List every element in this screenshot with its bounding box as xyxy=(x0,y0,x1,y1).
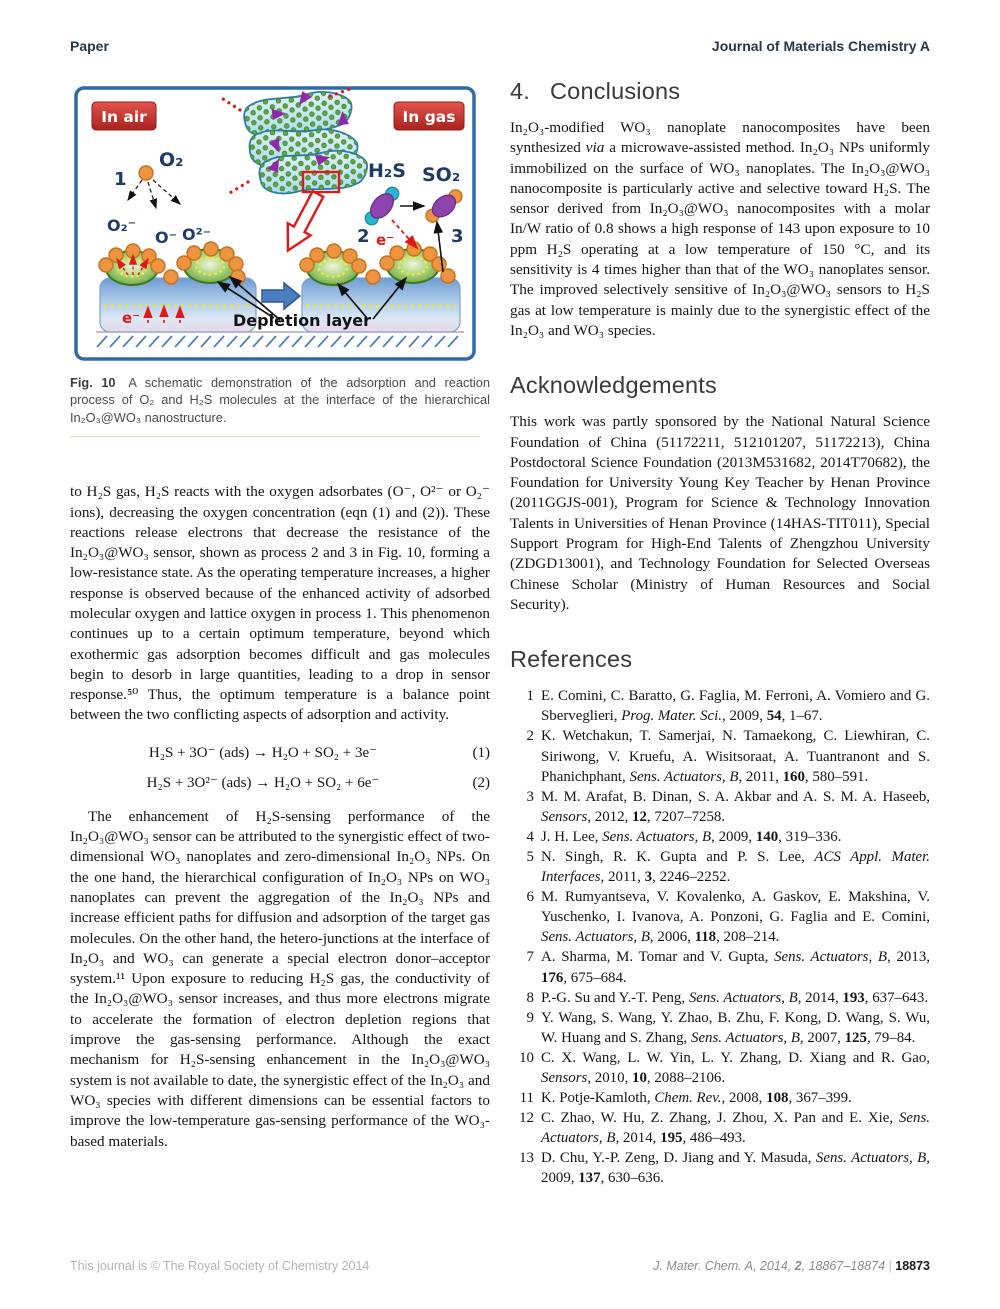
o-minus-label: O⁻ xyxy=(155,228,178,247)
conclusions-paragraph: In₂O₃-modified WO₃ nanoplate nanocomposites have been synthesized via a microwave-assisted method. In₂O₃ NPs uniformly immobilized on the surface of WO₃ nanoplates. The In₂O₃@WO₃ nanocomposite is particularly active and selective toward H₂S. The sensor derived from In₂O₃@WO₃ nanocomposites with a molar In/W ratio of 0.8 shows a high response of 143 upon exposure to 10 ppm H₂S operating at a low temperature of 150 °C, and its sensitivity is 4 times higher than that of the WO₃ nanoplates sensor. The improved selectively sensitive of In₂O₃@WO₃ sensors to H₂S gas at low temperature is mainly due to the synergistic effect of the In₂O₃ and WO₃ species. xyxy=(510,119,930,339)
in-gas-badge xyxy=(394,102,464,130)
acknowledgements-paragraph: This work was partly sponsored by the National Natural Science Foundation of China (51172211, 512101207, 51172213), China Postdoctoral Science Foundation (2013M531682, 2014T70682), the Foundation for University Young Key Teacher by Henan Province (2011GGJS-001), Program for Science & Technology Innovation Talents in Universities of Henan Province (14HAS-TIT011), Special Support Program for High-End Talents of Zhengzhou University (ZDGD13001), and Technology Foundation for Selected Overseas Chinese Scholar (Ministry of Human Resources and Social Security). xyxy=(510,413,930,613)
reference-item: 4 J. H. Lee, Sens. Actuators, B, 2009, 140, 319–336. xyxy=(526,828,842,845)
process-2-label: 2 xyxy=(357,226,370,247)
reference-item: 5 N. Singh, R. K. Gupta and P. S. Lee, ACS Appl. Mater. Interfaces, 2011, 3, 2246–2252. xyxy=(526,848,930,886)
equation-block xyxy=(70,743,490,792)
citation-and-page-number: J. Mater. Chem. A, 2014, 2, 18867–18874 | 18873 xyxy=(653,1259,930,1273)
page-footer xyxy=(70,1259,930,1273)
reference-item: 12 C. Zhao, W. Hu, Z. Zhang, J. Zhou, X. Pan and E. Xie, Sens. Actuators, B, 2014, 195, 486–493. xyxy=(519,1110,930,1147)
reference-item: 8 P.-G. Su and Y.-T. Peng, Sens. Actuators, B, 2014, 193, 637–643. xyxy=(526,989,929,1006)
reference-item: 2 K. Wetchakun, T. Samerjai, N. Tamaekong, C. Liewhiran, C. Siriwong, V. Kruefu, A. Wisitsoraat, A. Tuantranont and S. Phanichphant, Sens. Actuators, B, 2011, 160, 580–591. xyxy=(526,728,930,785)
section-title: Conclusions xyxy=(550,78,681,104)
o2-label: O₂ xyxy=(159,149,184,171)
caption-divider xyxy=(70,436,480,437)
electron-label-2: e⁻ xyxy=(376,231,395,249)
o-2minus-label: O²⁻ xyxy=(182,225,212,244)
references-heading xyxy=(510,646,930,673)
in-gas-label: In gas xyxy=(402,108,456,126)
so2-label: SO₂ xyxy=(422,164,461,186)
equation-1-formula: H₂S + 3O⁻ (ads) → H₂O + SO₂ + 3e⁻ xyxy=(148,744,378,761)
depletion-layer-label: Depletion layer xyxy=(233,311,371,330)
equation-2 xyxy=(70,773,490,792)
reference-item: 3 M. M. Arafat, B. Dinan, S. A. Akbar and A. S. M. A. Haseeb, Sensors, 2012, 12, 7207–7258. xyxy=(526,788,930,825)
body-paragraph-2: The enhancement of H₂S-sensing performance of the In₂O₃@WO₃ sensor can be attributed to the synergistic effect of two-dimensional WO₃ nanoplates and zero-dimensional In₂O₃ NPs. On the one hand, the hierarchical configuration of In₂O₃ NPs on WO₃ nanoplates can prevent the aggregation of the In₂O₃ NPs and increase efficient paths for diffusion and adsorption of the target gas molecules. On the other hand, the hetero-junctions at the interface of In₂O₃ and WO₃ can generate a special electron donor–acceptor system.¹¹ Upon exposure to reducing H₂S gas, the conductivity of the In₂O₃@WO₃ sensor increases, and thus more electrons migrate to accelerate the formation of electron depletion regions that improve the gas-sensing performance. Although the exact mechanism for H₂S-sensing enhancement in the In₂O₃@WO₃ system is not available to date, the synergistic effect of the In₂O₃ and WO₃ species with different dimensions can be essential factors to improve the low-temperature gas-sensing performance of the WO₃-based materials. xyxy=(70,807,490,1150)
reference-item: 6 M. Rumyantseva, V. Kovalenko, A. Gaskov, E. Makshina, V. Yuschenko, I. Ivanova, A. Ponzoni, G. Faglia and E. Comini, Sens. Actuators, B, 2006, 118, 208–214. xyxy=(526,889,930,946)
section-title: References xyxy=(510,646,633,673)
o2-molecule-icon xyxy=(139,166,153,180)
in-air-label: In air xyxy=(101,108,147,126)
figure-10 xyxy=(70,82,480,365)
header-section-label: Paper xyxy=(70,38,109,54)
right-column xyxy=(510,78,930,1189)
reference-item: 1 E. Comini, C. Baratto, G. Faglia, M. Ferroni, A. Vomiero and G. Sberveglieri, Prog. Mater. Sci., 2009, 54, 1–67. xyxy=(526,688,930,725)
conclusions-heading xyxy=(510,78,930,105)
figure-caption: Fig. 10 A schematic demonstration of the adsorption and reaction process of O₂ and H₂S molecules at the interface of the hierarchical In₂O₃@WO₃ nanostructure. xyxy=(70,375,490,425)
h2s-label: H₂S xyxy=(368,160,406,182)
left-column xyxy=(70,82,490,1152)
process-1-label: 1 xyxy=(114,169,127,190)
reference-item: 13 D. Chu, Y.-P. Zeng, D. Jiang and Y. Masuda, Sens. Actuators, B, 2009, 137, 630–636. xyxy=(519,1150,930,1187)
equation-1 xyxy=(70,743,490,762)
figure-schematic xyxy=(70,82,480,365)
reference-item: 10 C. X. Wang, L. W. Yin, L. Y. Zhang, D. Xiang and R. Gao, Sensors, 2010, 10, 2088–2106. xyxy=(519,1049,930,1087)
reference-item: 9 Y. Wang, S. Wang, Y. Zhao, B. Zhu, F. Kong, D. Wang, S. Wu, W. Huang and S. Zhang, Sens. Actuators, B, 2007, 125, 79–84. xyxy=(526,1009,930,1046)
o2-minus-label: O₂⁻ xyxy=(107,216,137,235)
page-header xyxy=(70,38,930,54)
reference-list xyxy=(510,686,930,1188)
equation-1-number: (1) xyxy=(472,744,490,761)
section-number: 4. xyxy=(510,78,530,104)
reference-item: 7 A. Sharma, M. Tomar and V. Gupta, Sens. Actuators, B, 2013, 176, 675–684. xyxy=(526,949,930,986)
copyright-notice: This journal is © The Royal Society of Chemistry 2014 xyxy=(70,1259,370,1273)
electron-label: e⁻ xyxy=(122,309,141,327)
in-air-badge xyxy=(92,102,156,130)
acknowledgements-heading xyxy=(510,372,930,399)
equation-2-number: (2) xyxy=(472,774,490,791)
equation-2-formula: H₂S + 3O²⁻ (ads) → H₂O + SO₂ + 6e⁻ xyxy=(146,774,380,791)
section-title: Acknowledgements xyxy=(510,372,717,399)
reference-item: 11 K. Potje-Kamloth, Chem. Rev., 2008, 108, 367–399. xyxy=(519,1090,852,1107)
process-3-label: 3 xyxy=(451,226,464,247)
header-journal-title: Journal of Materials Chemistry A xyxy=(711,38,930,54)
body-paragraph-1: to H₂S gas, H₂S reacts with the oxygen adsorbates (O⁻, O²⁻ or O₂⁻ ions), decreasing the oxygen concentration (eqn (1) and (2)). These reactions release electrons that decrease the resistance of the In₂O₃@WO₃ sensor, shown as process 2 and 3 in Fig. 10, forming a low-resistance state. As the operating temperature increases, a higher response is observed because of the enhanced activity of adsorbed molecular oxygen and lattice oxygen in process 1. This phenomenon continues up to a certain optimum temperature, beyond which exothermic gas adsorption becomes difficult and gas molecules begin to desorb in large quantities, leading to a drop in sensor response.⁵⁰ Thus, the optimum temperature is a balance point between the two conflicting aspects of adsorption and activity. xyxy=(70,483,490,724)
